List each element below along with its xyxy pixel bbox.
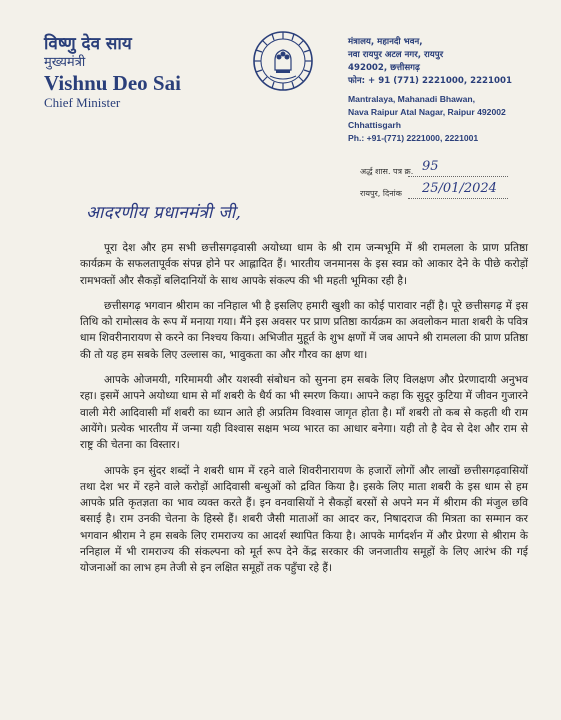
letter-number-value: 95 [422, 159, 439, 174]
address-english-line: Chhattisgarh [348, 120, 401, 130]
letter-reference [360, 159, 497, 210]
address-hindi-line: नवा रायपुर अटल नगर, रायपुर [348, 50, 444, 60]
address-english-line: Nava Raipur Atal Nagar, Raipur 492002 [348, 107, 506, 117]
letter-date-label: रायपुर, दिनांक [360, 189, 402, 198]
letter-date-row [360, 181, 497, 210]
body-paragraph: आपके ओजमयी, गरिमामयी और यशस्वी संबोधन को सुनना हम सबके लिए विलक्षण और प्रेरणादायी अनुभव रहा। इसमें आपने अयोध्या धाम से माँ शबरी के धैर्य का भी स्मरण किया। आपने कहा कि सुदूर कुटिया में जीवन गुजारने वाली मेरी आदिवासी माँ शबरी का ध्यान आते ही अप्रतिम विश्वास जागृत होता है। माँ शबरी तो कब से कहती थी राम आयेंगे। प्रत्येक भारतीय में जन्मा यही विश्वास सक्षम भव्य भारत का आधार बनेगा। यही तो है देव से देश और राम से राष्ट्र की चेतना का विस्तार। [80, 374, 528, 452]
sender-name-english: Vishnu Deo Sai [44, 71, 181, 95]
address-hindi-line: 492002, छत्तीसगढ़ [348, 63, 420, 73]
sender-title-english: Chief Minister [44, 95, 121, 110]
body-paragraph: छत्तीसगढ़ भगवान श्रीराम का ननिहाल भी है इसलिए हमारी खुशी का कोई पारावार नहीं है। पूरे छत्तीसगढ़ में इस तिथि को रामोत्सव के रूप में मनाया गया। मैंने इस अवसर पर प्राण प्रतिष्ठा कार्यक्रम का अवलोकन माता शबरी के पवित्र धाम शिवरीनारायण से करने का निश्चय किया। अभिजीत मुहूर्त के शुभ क्षणों में जब आपने श्री रामलला की प्राण प्रतिष्ठा की तो यह हम सबके लिए उल्लास का, भावुकता का और गौरव का क्षण था। [80, 299, 528, 361]
state-emblem-icon [252, 30, 314, 92]
letter-number-label: अर्द्ध शास. पत्र क्र. [360, 167, 414, 176]
address-english-line: Mantralaya, Mahanadi Bhawan, [348, 94, 476, 104]
body-paragraph: आपके इन सुंदर शब्दों ने शबरी धाम में रहने वाले शिवरीनारायण के हजारों लोगों और लाखों छत्तीसगढ़वासियों तथा देश भर में रहने वाले करोड़ों आदिवासी बन्धुओं को द्रवित किया है। इसके लिए माता शबरी के इस धाम से हम आपके प्रति कृतज्ञता का भाव व्यक्त करते हैं। इन वनवासियों ने सैकड़ों बरसों से अपने मन में श्रीराम की मंजुल छवि बसाई है। राम उनकी चेतना के हिस्से हैं। शबरी जैसी माताओं का आदर कर, निषादराज की मित्रता का सम्मान कर भगवान श्रीराम ने हम सबके लिए रामराज्य का आदर्श स्थापित किया है। आपके मार्गदर्शन में और प्रेरणा से श्रीराम के ननिहाल में भी रामराज्य की संकल्पना को मूर्त रूप देने केंद्र सरकार की जनजातीय समूहों के लिए आरंभ की गई योजनाओं का लाभ हम तेजी से इन लक्षित समूहों तक पहुँचा रहे हैं। [80, 464, 528, 575]
letter-date-value: 25/01/2024 [422, 181, 497, 196]
office-address [348, 36, 553, 145]
body-paragraph: पूरा देश और हम सभी छत्तीसगढ़वासी अयोध्या धाम के श्री राम जन्मभूमि में श्री रामलला के प्राण प्रतिष्ठा कार्यक्रम के सफलतापूर्वक संपन्न होने पर आह्लादित हैं। भारतीय जनमानस के इस स्वप्न को आकार देने के पीछे करोड़ों रामभक्तों और सैकड़ों बलिदानियों के साथ आपके संकल्प की भी महती भूमिका रही है। [80, 242, 528, 287]
letter-body [80, 240, 528, 584]
address-hindi-phone: फोन: + 91 (771) 2221000, 2221001 [348, 76, 512, 86]
sender-block [44, 34, 214, 111]
sender-title-hindi: मुख्यमंत्री [44, 55, 86, 70]
address-english-phone: Ph.: +91-(771) 2221000, 2221001 [348, 133, 479, 143]
sender-name-hindi: विष्णु देव साय [44, 34, 132, 54]
address-hindi-line: मंत्रालय, महानदी भवन, [348, 37, 423, 47]
salutation: आदरणीय प्रधानमंत्री जी, [86, 203, 242, 223]
letter-number-row [360, 159, 439, 188]
